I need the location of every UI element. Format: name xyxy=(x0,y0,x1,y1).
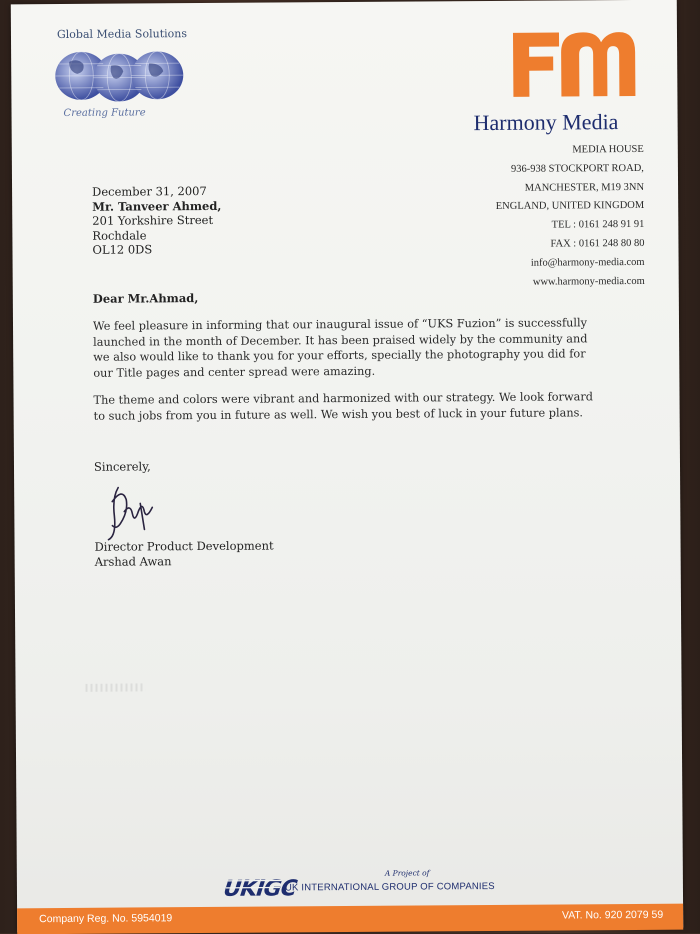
address-line: ENGLAND, UNITED KINGDOM xyxy=(495,200,645,213)
ukigc-logo xyxy=(219,868,300,906)
company-address-block xyxy=(495,141,644,292)
letter-body xyxy=(93,315,604,436)
signer-block xyxy=(95,539,274,569)
closing: Sincerely, xyxy=(93,459,151,474)
recipient-street: 201 Yorkshire Street xyxy=(92,213,214,228)
address-line: 936-938 STOCKPORT ROAD, xyxy=(511,162,644,175)
address-line: MEDIA HOUSE xyxy=(572,143,644,156)
salutation: Dear Mr.Ahmad, xyxy=(92,291,199,306)
website-line: www.harmony-media.com xyxy=(532,275,645,288)
address-line: MANCHESTER, M19 3NN xyxy=(524,181,645,194)
fm-logo xyxy=(507,26,640,109)
recipient-block xyxy=(92,184,222,258)
group-name: UK INTERNATIONAL GROUP OF COMPANIES xyxy=(284,880,495,894)
global-media-globe-logo xyxy=(51,45,187,112)
signer-name: Arshad Awan xyxy=(94,553,172,569)
recipient-name: Mr. Tanveer Ahmed, xyxy=(92,198,222,214)
fax-line: FAX : 0161 248 80 80 xyxy=(550,237,645,250)
globe-tagline: Creating Future xyxy=(63,107,146,119)
company-name: Harmony Media xyxy=(473,109,619,136)
ukigc-logo-text: UKIGC xyxy=(219,875,300,902)
recipient-town: Rochdale xyxy=(92,228,147,243)
signer-title: Director Product Development xyxy=(94,538,274,554)
project-label: A Project of xyxy=(384,868,430,878)
body-paragraph-2: The theme and colors were vibrant and harmonized with our strategy. We look forward to such jobs from you in future as well. We wish you best of luck in your future plans. xyxy=(93,390,594,423)
paper-smudge xyxy=(86,683,146,691)
global-media-label: Global Media Solutions xyxy=(56,27,188,42)
company-registration: Company Reg. No. 5954019 xyxy=(39,912,173,926)
vat-number: VAT. No. 920 2079 59 xyxy=(561,908,664,922)
recipient-postcode: OL12 0DS xyxy=(92,242,153,258)
email-line: info@harmony-media.com xyxy=(530,256,645,269)
body-paragraph-1: We feel pleasure in informing that our inaugural issue of “UKS Fuzion” is successfully launched in the month of December. It has been praised widely by the community and we also would like to thank you for your efforts, specially the photography you did for our Title pages and center spread were amazing. xyxy=(92,316,588,380)
letter-date: December 31, 2007 xyxy=(92,183,207,199)
letter-paper xyxy=(11,0,683,932)
telephone-line: TEL : 0161 248 91 91 xyxy=(551,219,645,231)
